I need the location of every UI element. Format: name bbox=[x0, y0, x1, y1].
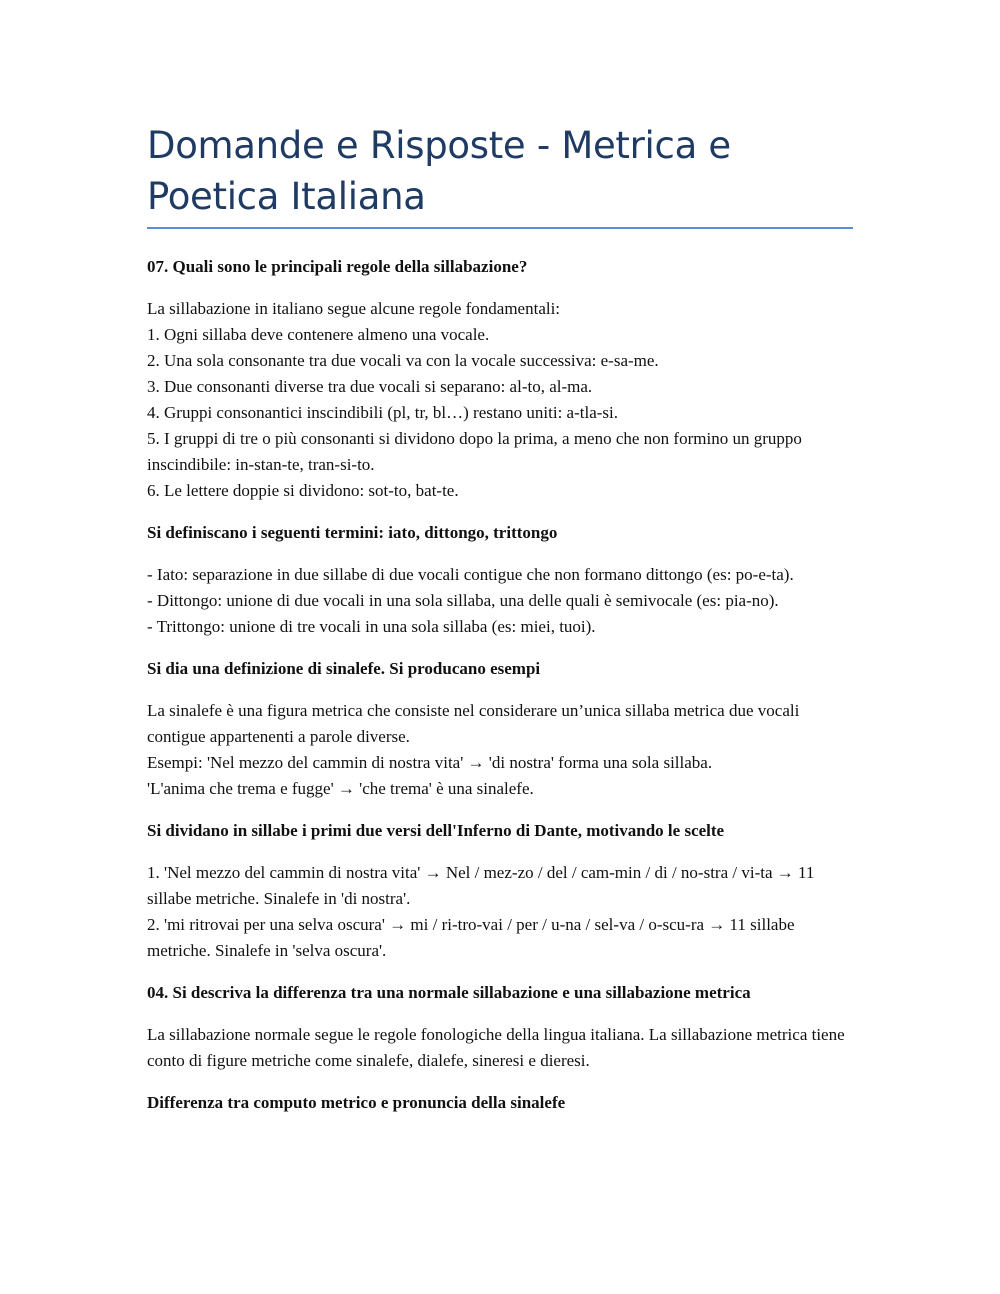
answer-block bbox=[147, 562, 853, 640]
answer-line: 6. Le lettere doppie si dividono: sot-to, bat-te. bbox=[147, 481, 459, 500]
question-heading: Si definiscano i seguenti termini: iato, dittongo, trittongo bbox=[147, 523, 558, 542]
question-heading: Differenza tra computo metrico e pronuncia della sinalefe bbox=[147, 1093, 566, 1112]
answer-line: 4. Gruppi consonantici inscindibili (pl, tr, bl…) restano uniti: a-tla-si. bbox=[147, 403, 618, 422]
answer-line: 'L'anima che trema e fugge' → 'che trema' è una sinalefe. bbox=[147, 779, 534, 798]
answer-line: 2. 'mi ritrovai per una selva oscura' → mi / ri-tro-vai / per / u-na / sel-va / o-scu-ra → 11 sillabe metriche. Sinalefe in 'selva oscura'. bbox=[147, 915, 795, 960]
answer-line: La sillabazione in italiano segue alcune regole fondamentali: bbox=[147, 299, 561, 318]
document-title: Domande e Risposte - Metrica e Poetica Italiana bbox=[147, 120, 853, 229]
answer-line: 2. Una sola consonante tra due vocali va con la vocale successiva: e-sa-me. bbox=[147, 351, 659, 370]
answer-line: - Dittongo: unione di due vocali in una sola sillaba, una delle quali è semivocale (es: pia-no). bbox=[147, 591, 779, 610]
answer-line: 1. 'Nel mezzo del cammin di nostra vita' → Nel / mez-zo / del / cam-min / di / no-stra / vi-ta → 11 sillabe metriche. Sinalefe in 'di nostra'. bbox=[147, 863, 815, 908]
answer-line: 1. Ogni sillaba deve contenere almeno una vocale. bbox=[147, 325, 490, 344]
question-heading: 07. Quali sono le principali regole della sillabazione? bbox=[147, 257, 528, 276]
question-heading: Si dividano in sillabe i primi due versi dell'Inferno di Dante, motivando le scelte bbox=[147, 821, 725, 840]
question-heading: Si dia una definizione di sinalefe. Si producano esempi bbox=[147, 659, 541, 678]
answer-line: - Trittongo: unione di tre vocali in una sola sillaba (es: miei, tuoi). bbox=[147, 617, 596, 636]
answer-block bbox=[147, 698, 853, 802]
answer-block bbox=[147, 1022, 853, 1074]
answer-block bbox=[147, 296, 853, 504]
answer-line: Esempi: 'Nel mezzo del cammin di nostra vita' → 'di nostra' forma una sola sillaba. bbox=[147, 753, 713, 772]
answer-line: La sillabazione normale segue le regole fonologiche della lingua italiana. La sillabazione metrica tiene conto di figure metriche come sinalefe, dialefe, sineresi e dieresi. bbox=[147, 1025, 845, 1070]
answer-line: 5. I gruppi di tre o più consonanti si dividono dopo la prima, a meno che non formino un gruppo inscindibile: in-stan-te, tran-si-to. bbox=[147, 429, 802, 474]
answer-block bbox=[147, 860, 853, 964]
document-page bbox=[147, 120, 853, 1116]
answer-line: La sinalefe è una figura metrica che consiste nel considerare un’unica sillaba metrica due vocali contigue appartenenti a parole diverse. bbox=[147, 701, 800, 746]
question-heading: 04. Si descriva la differenza tra una normale sillabazione e una sillabazione metrica bbox=[147, 983, 751, 1002]
answer-line: 3. Due consonanti diverse tra due vocali si separano: al-to, al-ma. bbox=[147, 377, 593, 396]
answer-line: - Iato: separazione in due sillabe di due vocali contigue che non formano dittongo (es: po-e-ta). bbox=[147, 565, 794, 584]
